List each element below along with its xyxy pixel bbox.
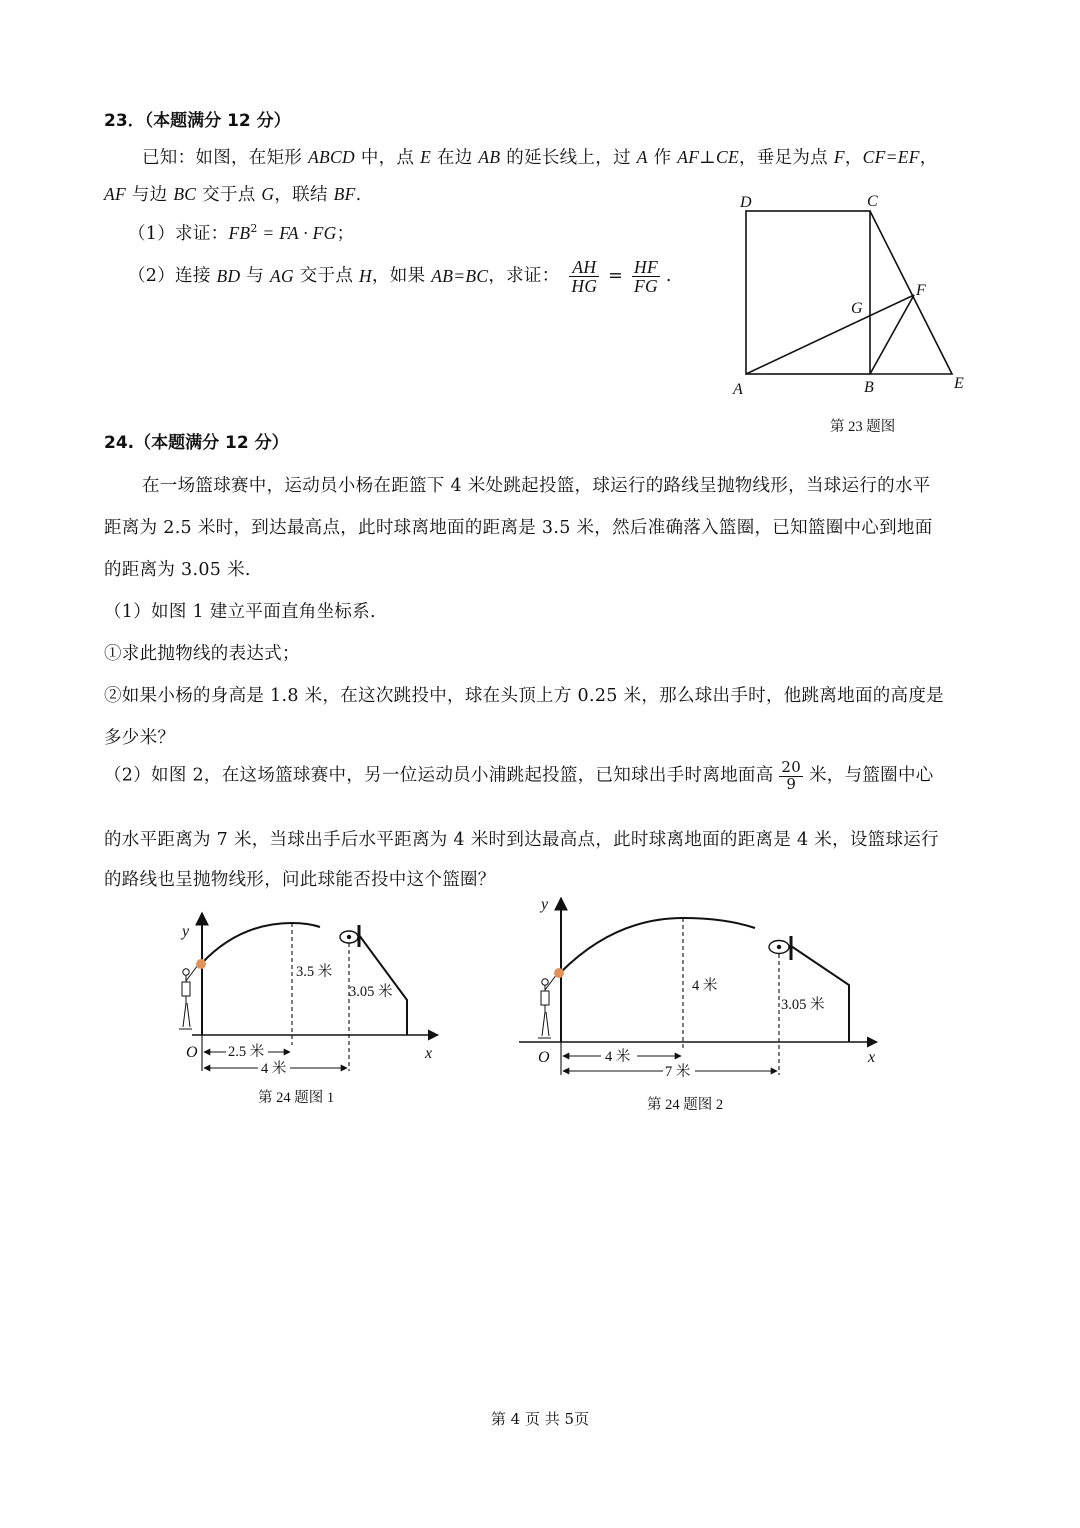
point-label-e: E (954, 375, 964, 392)
hoop-center (347, 935, 351, 939)
y-axis-label: y (182, 923, 190, 940)
x-axis-label: x (425, 1045, 433, 1062)
q23-header: 23．（本题满分 12 分） (104, 111, 291, 131)
fraction-20-9: $\frac{20}{9}$ (781, 758, 802, 793)
label-2.5m: 2.5 米 (228, 1044, 265, 1060)
fraction-ah-hg: $\frac{AH}{HG}$ (571, 257, 598, 297)
q24-para1-line1: 在一场篮球赛中，运动员小杨在距篮下 4 米处跳起投篮，球运行的路线呈抛物线形，当球运行的水平 (142, 476, 931, 496)
ball-trajectory (561, 918, 755, 972)
q24-para1-line2: 距离为 2.5 米时，到达最高点，此时球离地面的距离是 3.5 米，然后准确落入篮圈，已知篮圈中心到地面 (104, 518, 933, 538)
q24-sub2-line1: ②如果小杨的身高是 1.8 米，在这次跳投中，球在头顶上方 0.25 米，那么球出手时，他跳离地面的高度是 (104, 686, 944, 706)
point-label-f: F (916, 282, 926, 299)
q24-figure-1-caption: 第 24 题图 1 (258, 1090, 335, 1106)
label-3.05m: 3.05 米 (781, 997, 825, 1013)
segment-bf (870, 295, 914, 374)
q24-sub2-line2: 多少米？ (104, 728, 176, 748)
q24-part1: （1）如图 1 建立平面直角坐标系. (104, 602, 376, 622)
player-figure (179, 965, 198, 1029)
origin-label: O (186, 1044, 198, 1061)
q23-intro-line1: 已知：如图，在矩形 ABCD 中，点 E 在边 AB 的延长线上，过 A 作 AF⊥CE，垂足为点 F，CF=EF， (142, 147, 938, 168)
point-label-c: C (867, 193, 878, 210)
label-7m: 7 米 (665, 1064, 691, 1080)
point-label-g: G (851, 300, 863, 317)
basketball (554, 968, 564, 978)
q24-header: 24.（本题满分 12 分） (104, 433, 289, 453)
label-3.5m: 3.5 米 (296, 964, 333, 980)
origin-label: O (538, 1049, 550, 1066)
fraction-hf-fg: $\frac{HF}{FG}$ (634, 257, 658, 297)
q24-sub1: ①求此抛物线的表达式； (104, 644, 300, 664)
q23-intro-line2: AF 与边 BC 交于点 G，联结 BF. (104, 184, 362, 205)
label-4m: 4 米 (605, 1049, 631, 1065)
point-label-d: D (740, 194, 752, 211)
q24-part2-line1: （2）如图 2，在这场篮球赛中，另一位运动员小浦跳起投篮，已知球出手时离地面高 $\frac{20}{9}$ 米，与篮圈中心 (104, 758, 934, 793)
label-4m-height: 4 米 (692, 978, 718, 994)
q24-figure-1 (160, 905, 460, 1120)
segment-af (746, 295, 914, 374)
q23-figure (720, 185, 990, 445)
q24-part2-line3: 的路线也呈抛物线形，问此球能否投中这个篮圈？ (104, 870, 496, 890)
label-4m: 4 米 (261, 1061, 287, 1077)
x-axis-label: x (868, 1049, 876, 1066)
page-footer: 第 4 页 共 5页 (490, 1410, 590, 1428)
label-3.05m: 3.05 米 (349, 984, 393, 1000)
basketball (196, 959, 206, 969)
rectangle-abcd (746, 211, 870, 374)
triangle-ce-side (870, 211, 952, 374)
hoop-center (777, 945, 781, 949)
q23-part2: （2）连接 BD 与 AG 交于点 H，如果 AB=BC，求证： $\frac{AH}{HG}$ = $\frac{HF}{FG}$ . (128, 257, 672, 297)
y-axis-label: y (541, 896, 549, 913)
q24-figure-2-caption: 第 24 题图 2 (647, 1097, 724, 1113)
point-label-a: A (733, 381, 743, 398)
q24-part2-line2: 的水平距离为 7 米，当球出手后水平距离为 4 米时到达最高点，此时球离地面的距离是 4 米，设篮球运行 (104, 830, 939, 850)
player-figure (538, 974, 557, 1038)
q24-figure-2 (515, 890, 890, 1120)
hoop-stand (791, 946, 849, 1042)
q23-part1: （1）求证：$FB^2$ = FA · FG； (128, 222, 355, 244)
q24-para1-line3: 的距离为 3.05 米. (104, 560, 251, 580)
ball-trajectory (202, 923, 320, 963)
point-label-b: B (864, 379, 874, 396)
q23-figure-caption: 第 23 题图 (830, 419, 896, 435)
